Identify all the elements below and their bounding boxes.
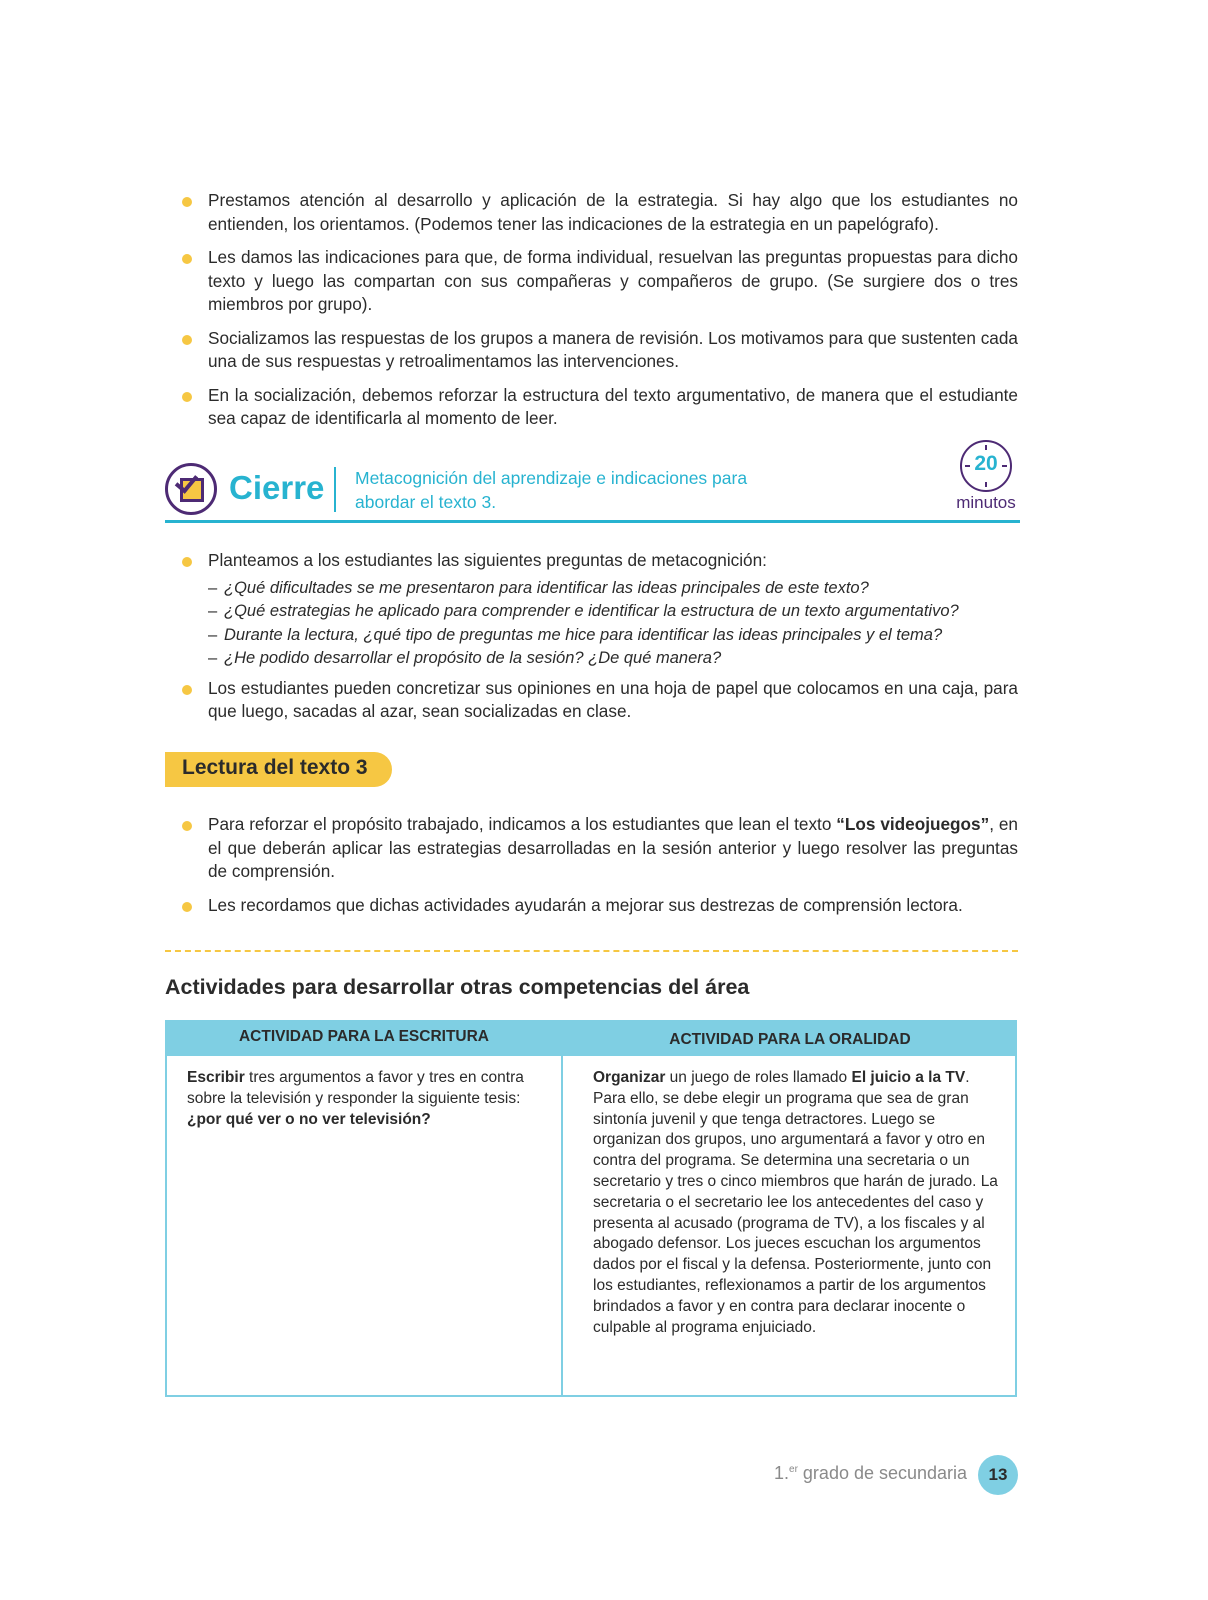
question-item: – ¿Qué estrategias he aplicado para comprender e identificar la estructura de un texto argumentativo? [208, 602, 959, 620]
list-item [180, 384, 1018, 431]
lectura-bullet-list [180, 813, 1018, 927]
bullet-dot [182, 902, 192, 912]
grade-label: 1.$^{er}$ grado de secundaria [774, 1463, 968, 1483]
table-header-writing: ACTIVIDAD PARA LA ESCRITURA [238, 1028, 489, 1045]
bullet-dot [182, 392, 192, 402]
section-rule [165, 520, 1020, 523]
bullet-text: Prestamos atención al desarrollo y aplicación de la estrategia. Si hay algo que los estudiantes no entienden, los orientamos. (Podemos tener las indicaciones de la estrategia en un papelógrafo). [208, 190, 1018, 234]
bullet-dot [182, 685, 192, 695]
timer-minutes: 20 [974, 452, 998, 475]
dashed-divider [165, 950, 1018, 952]
table-header-oral: ACTIVIDAD PARA LA ORALIDAD [669, 1031, 911, 1048]
activities-heading: Actividades para desarrollar otras competencias del área [165, 975, 750, 999]
list-item [180, 677, 1018, 724]
lectura-heading-pill [165, 752, 392, 787]
list-item: Para reforzar el propósito trabajado, indicamos a los estudiantes que lean el texto “Los videojuegos”, en el que deberán aplicar las estrategias desarrolladas en la sesión anterior y luego resolver las preguntas de comprensión. [180, 813, 1018, 884]
bullet-dot [182, 197, 192, 207]
bullet-text: Socializamos las respuestas de los grupos a manera de revisión. Los motivamos para que sustenten cada una de sus respuestas y retroalimentamos las intervenciones. [208, 327, 1018, 371]
question-item: – Durante la lectura, ¿qué tipo de preguntas me hice para identificar las ideas principales y el tema? [208, 625, 943, 644]
checkbox-icon [165, 463, 217, 515]
timer-icon [960, 440, 1012, 492]
bullet-dot [182, 821, 192, 831]
bullet-text: Los estudiantes pueden concretizar sus opiniones en una hoja de papel que colocamos en una caja, para que luego, sacadas al azar, sean socializadas en clase. [208, 677, 1018, 721]
timer-unit-label: minutos [956, 493, 1016, 512]
table-column-divider [561, 1022, 563, 1395]
list-item [180, 549, 1018, 671]
metacognition-questions [208, 577, 1018, 671]
text-title-bold: “Los videojuegos” [836, 814, 990, 834]
bullet-dot [182, 335, 192, 345]
list-item [180, 246, 1018, 317]
bullet-text: Planteamos a los estudiantes las siguientes preguntas de metacognición: [208, 550, 767, 570]
cierre-bullet-list [180, 549, 1018, 728]
bullet-text: En la socialización, debemos reforzar la estructura del texto argumentativo, de manera que el estudiante sea capaz de identificarla al momento de leer. [208, 384, 1018, 428]
bullet-text: Les damos las indicaciones para que, de forma individual, resuelvan las preguntas propuestas para dicho texto y luego las compartan con sus compañeras y compañeros de grupo. (Se surgiere dos o tres miembros por grupo). [208, 247, 1018, 314]
divider [334, 467, 336, 512]
activities-table [165, 1020, 1017, 1397]
writing-activity-cell: Escribir tres argumentos a favor y tres en contra sobre la televisión y responder la siguiente tesis: ¿por qué ver o no ver televisión? [187, 1069, 524, 1128]
list-item [180, 327, 1018, 374]
cierre-subtitle: Metacognición del aprendizaje e indicaciones para abordar el texto 3. [355, 468, 748, 512]
question-item: – ¿Qué dificultades se me presentaron para identificar las ideas principales de este texto? [208, 578, 869, 597]
list-item: Les recordamos que dichas actividades ayudarán a mejorar sus destrezas de comprensión lectora. [180, 894, 1018, 918]
cierre-title: Cierre [229, 469, 325, 506]
oral-activity-cell: Organizar un juego de roles llamado El juicio a la TV. Para ello, se debe elegir un programa que sea de gran sintonía juvenil y que tenga detractores. Luego se organizan dos grupos, uno argumentará a favor y otro en contra del programa. Se determina una secretaria o un secretario y tres o cinco miembros que harán de jurado. La secretaria o el secretario lee los antecedentes del caso y presenta al acusado (programa de TV), a los fiscales y al abogado defensor. Los jueces escuchan los argumentos dados por el fiscal y la defensa. Posteriormente, junto con los estudiantes, reflexionamos a partir de los argumentos brindados a favor y en contra para declarar inocente o culpable al programa enjuiciado. [593, 1069, 998, 1336]
list-item [180, 189, 1018, 236]
bullet-dot [182, 557, 192, 567]
intro-bullet-list [180, 189, 1018, 441]
question-item: – ¿He podido desarrollar el propósito de la sesión? ¿De qué manera? [208, 649, 722, 667]
page-number: 13 [978, 1455, 1018, 1495]
lectura-heading: Lectura del texto 3 [182, 756, 368, 779]
bullet-dot [182, 254, 192, 264]
